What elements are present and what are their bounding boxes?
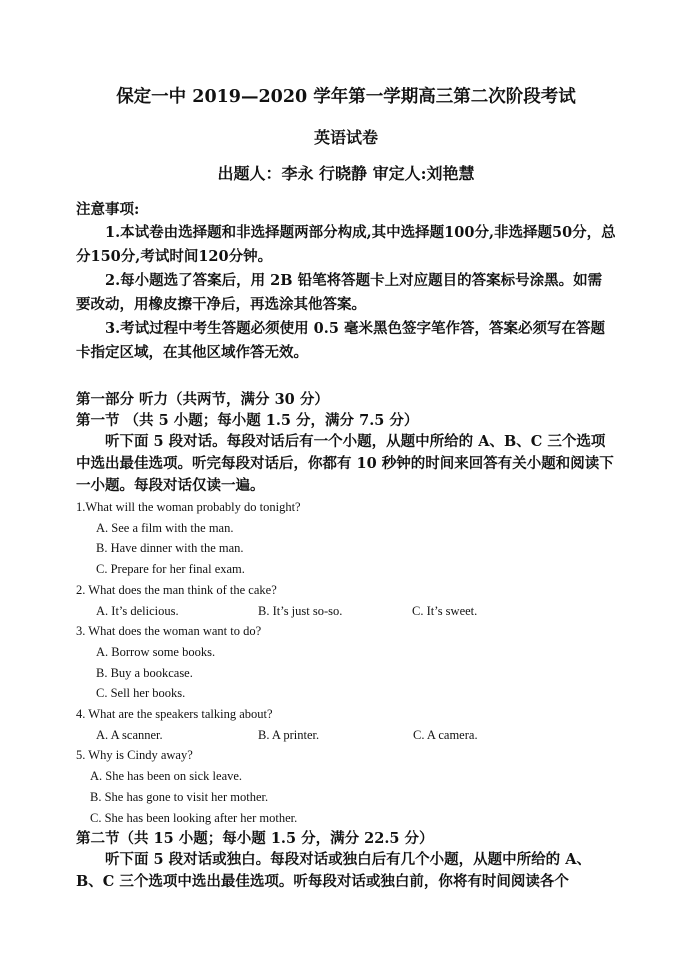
option-c: C. She has been looking after her mother. <box>90 810 298 825</box>
option-b: B. It’s just so-so. <box>258 603 343 618</box>
option-c: C. Prepare for her final exam. <box>96 562 245 577</box>
question-2 <box>76 580 616 621</box>
option-a: A. A scanner. <box>96 727 163 742</box>
question-stem: 1.What will the woman probably do tonight? <box>76 500 301 514</box>
option-c: C. Sell her books. <box>96 686 186 701</box>
exam-subtitle: 英语试卷 <box>313 128 378 147</box>
option-a: A. See a film with the man. <box>96 520 234 535</box>
question-1 <box>76 497 616 580</box>
option-a: A. It’s delicious. <box>96 603 179 618</box>
question-3 <box>76 621 616 704</box>
notice-item: 3.考试过程中考生答题必须使用 0.5 毫米黑色签字笔作答，答案必须写在答题卡指定区域，在其他区域作答无效。 <box>76 320 605 361</box>
option-row <box>76 601 616 622</box>
question-stem: 5. Why is Cindy away? <box>76 748 193 763</box>
option-b: B. Buy a bookcase. <box>96 665 193 680</box>
question-stem: 2. What does the man think of the cake? <box>76 582 277 597</box>
exam-authors: 出题人：李永 行晓静 审定人:刘艳慧 <box>217 164 475 183</box>
question-4 <box>76 704 616 745</box>
exam-title: 保定一中 2019—2020 学年第一学期高三第二次阶段考试 <box>116 87 576 107</box>
notice-heading: 注意事项: <box>76 201 140 218</box>
option-b: B. A printer. <box>258 727 320 742</box>
option-a: A. She has been on sick leave. <box>90 769 243 784</box>
notice-item: 1.本试卷由选择题和非选择题两部分构成,其中选择题100分,非选择题50分，总分150分,考试时间120分钟。 <box>76 224 616 265</box>
section1-instruction: 听下面 5 段对话。每段对话后有一个小题，从题中所给的 A、B、C 三个选项中选出最佳选项。听完每段对话后，你都有 10 秒钟的时间来回答有关小题和阅读下一小题。每段对话仅读一遍。 <box>76 433 614 494</box>
option-c: C. It’s sweet. <box>412 603 478 618</box>
notice-item: 2.每小题选了答案后，用 2B 铅笔将答题卡上对应题目的答案标号涂黑。如需要改动，用橡皮擦干净后，再选涂其他答案。 <box>76 272 603 313</box>
option-row <box>76 725 616 746</box>
question-stem: 3. What does the woman want to do? <box>76 624 262 639</box>
question-stem: 4. What are the speakers talking about? <box>76 707 273 722</box>
option-b: B. She has gone to visit her mother. <box>90 789 269 804</box>
option-b: B. Have dinner with the man. <box>96 541 244 556</box>
option-a: A. Borrow some books. <box>96 644 216 659</box>
section1-heading: 第一节 （共 5 小题；每小题 1.5 分，满分 7.5 分） <box>76 412 419 429</box>
option-c: C. A camera. <box>413 727 478 742</box>
section2-heading: 第二节（共 15 小题；每小题 1.5 分，满分 22.5 分） <box>76 830 434 848</box>
question-5 <box>76 745 616 828</box>
part1-heading: 第一部分 听力（共两节，满分 30 分） <box>76 391 329 408</box>
section2-instruction: 听下面 5 段对话或独白。每段对话或独白后有几个小题，从题中所给的 A、B、C 三个选项中选出最佳选项。听每段对话或独白前，你将有时间阅读各个 <box>76 851 591 891</box>
